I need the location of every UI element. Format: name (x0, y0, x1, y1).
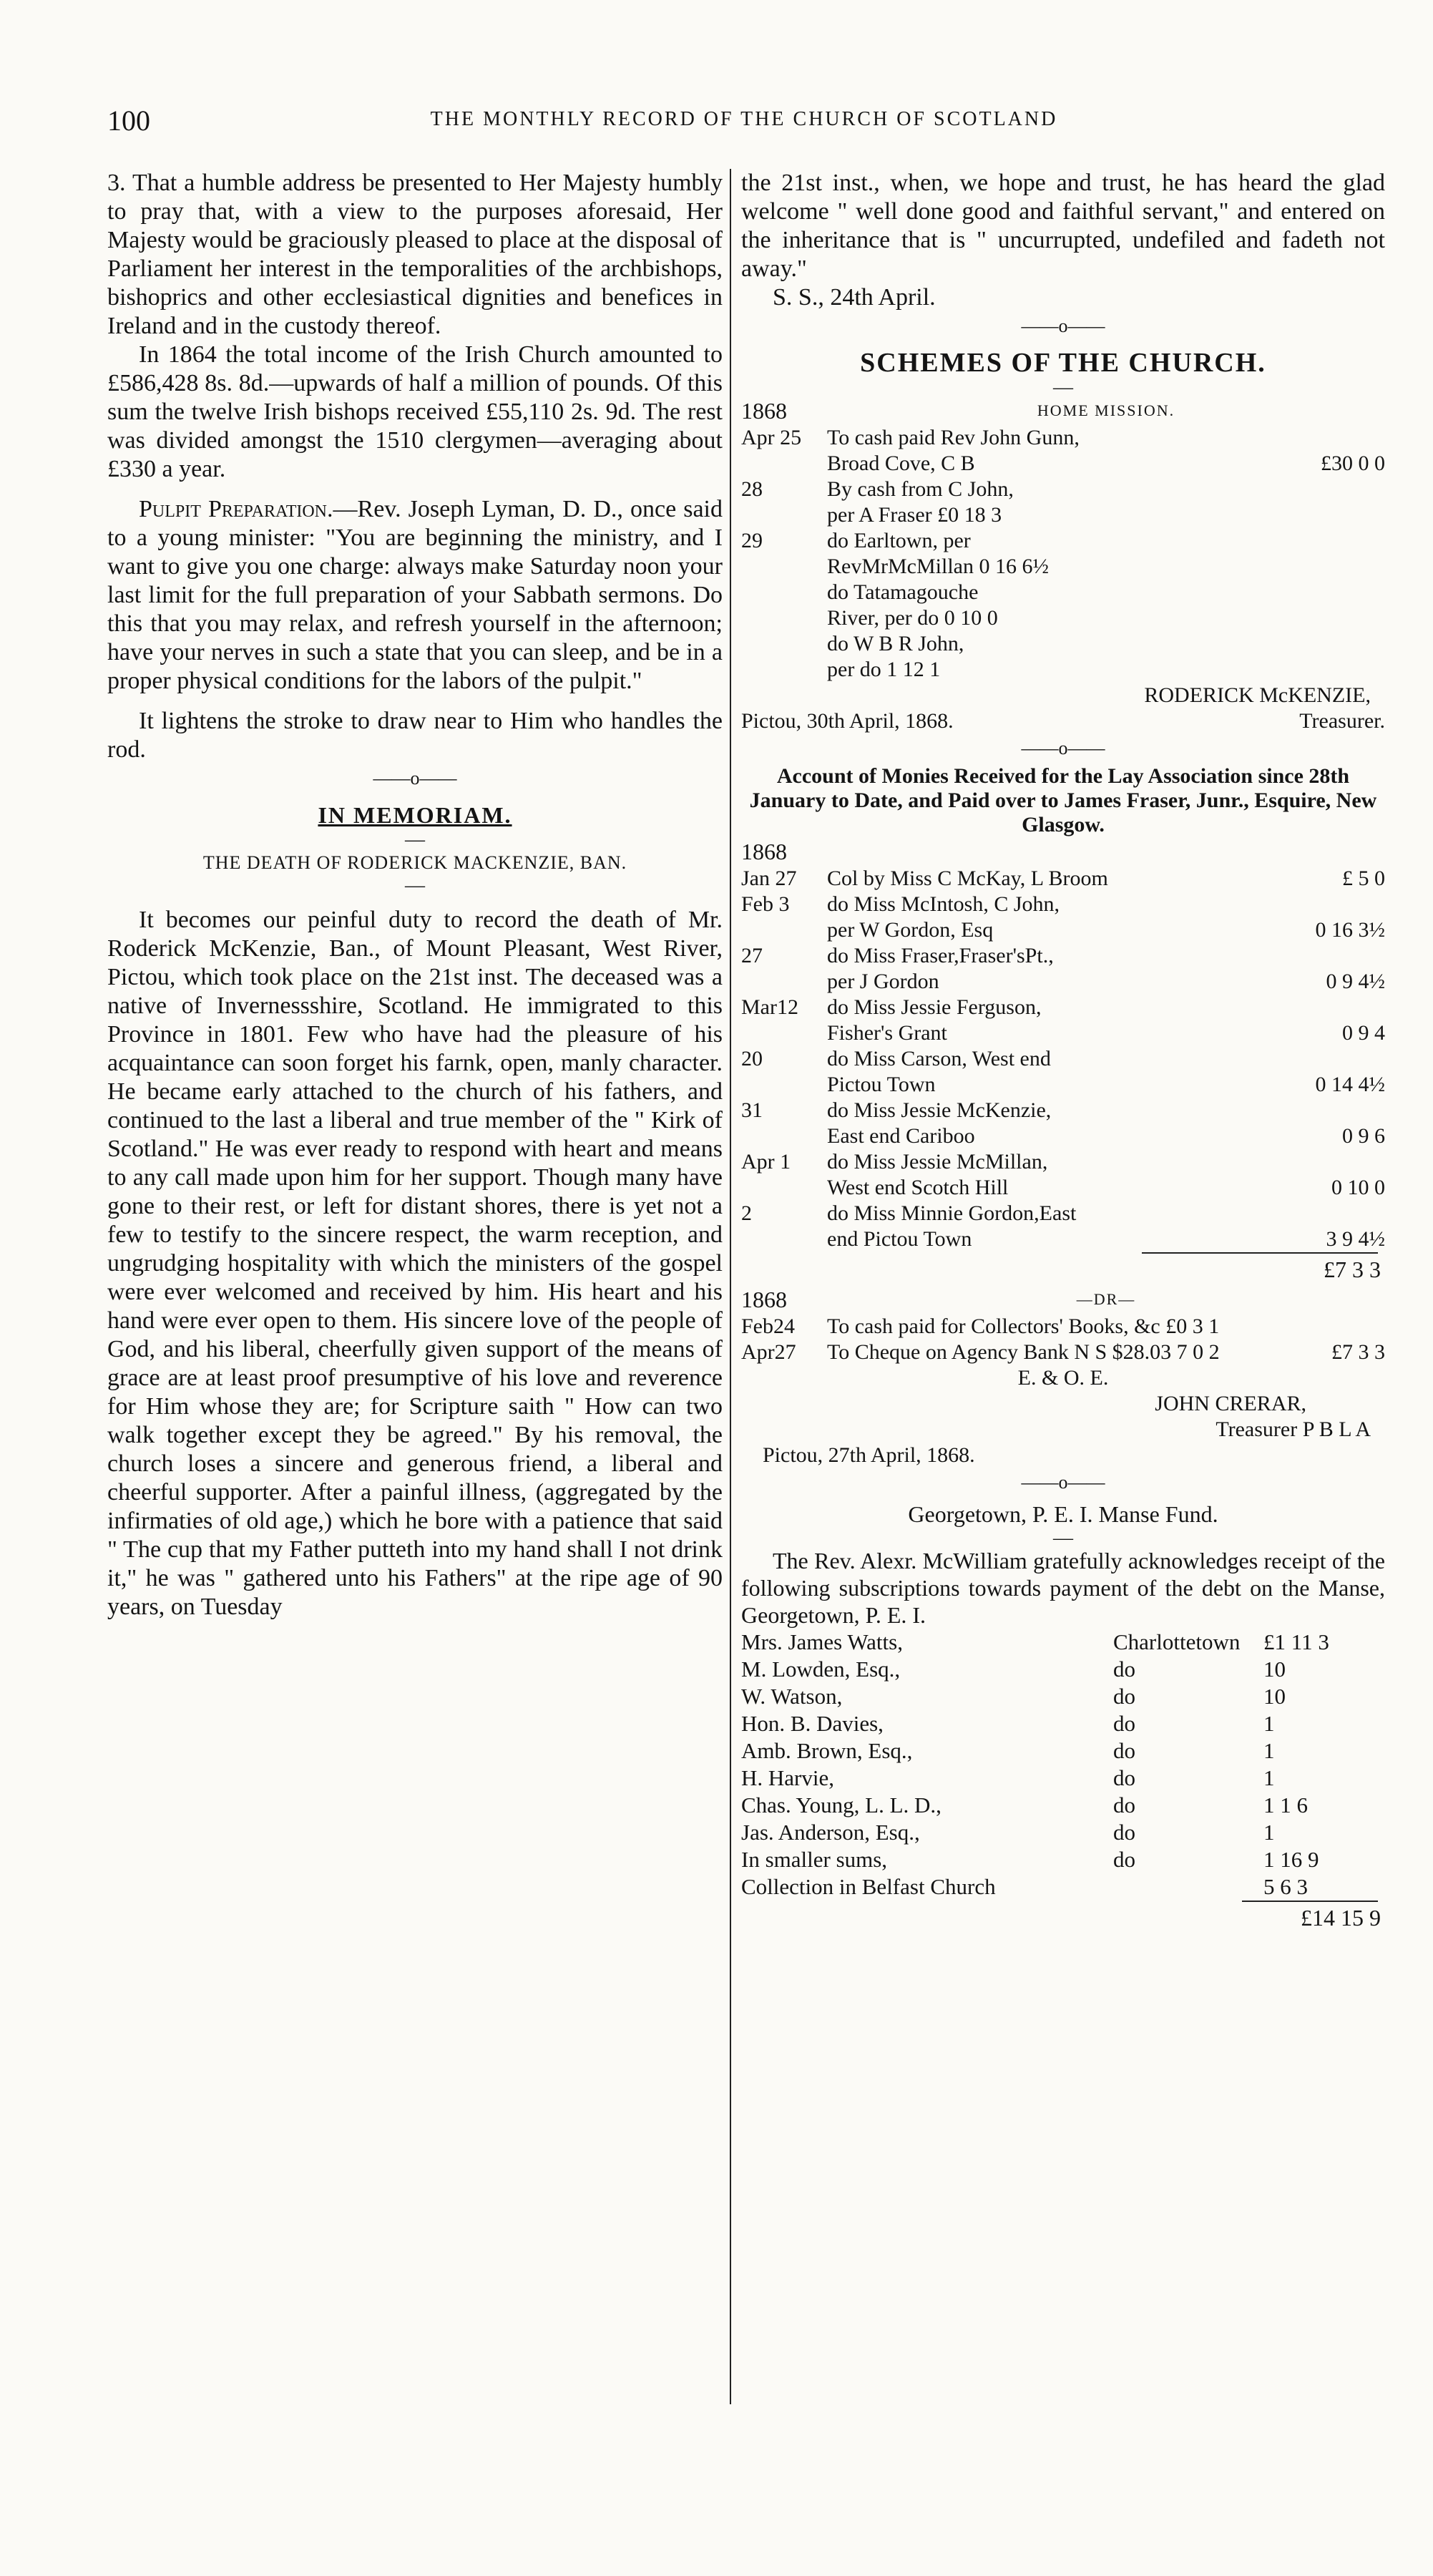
lay-association-date (741, 1020, 827, 1046)
memoriam-continued: the 21st inst., when, we hope and trust, he has heard the glad welcome " well done good and faithful servant," and entered on the inheritance that is " uncurrupted, undefiled and fadeth not away." (741, 170, 1385, 282)
lay-association-amount (1278, 1149, 1385, 1175)
dr-heading: —DR— (1076, 1290, 1136, 1308)
manse-intro: The Rev. Alexr. McWilliam gratefully acknowledges receipt of the following subscriptions towards payment of the debt on the Manse, Georgetown, P. E. I. (741, 1548, 1385, 1628)
home-year: 1868 (741, 398, 787, 424)
lay-association-date: Apr 1 (741, 1150, 791, 1174)
lay-debit-amount (1278, 1314, 1385, 1340)
lay-association-amount (1278, 1098, 1385, 1123)
manse-subscription-row (741, 1737, 1385, 1765)
lay-association-amount: 0 9 6 (1342, 1124, 1385, 1148)
lay-debit-description: To Cheque on Agency Bank N S $28.03 7 0 2 (827, 1340, 1220, 1364)
subscription-amount: £1 11 3 (1263, 1629, 1329, 1654)
subscriber-place: do (1113, 1657, 1135, 1682)
home-mission-amount (1278, 425, 1385, 451)
subscription-amount: 1 (1263, 1820, 1275, 1845)
home-sign-role: Treasurer. (1299, 709, 1385, 733)
home-mission-amount (1278, 477, 1385, 502)
manse-subscription-row (741, 1656, 1385, 1683)
lay-association-amount: 0 14 4½ (1315, 1073, 1385, 1096)
lay-association-description: West end Scotch Hill (827, 1176, 1009, 1199)
manse-subscription-row (741, 1873, 1385, 1901)
lay-association-row (741, 1149, 1385, 1175)
home-mission-description: To cash paid Rev John Gunn, (827, 426, 1080, 449)
lay-association-title: Account of Monies Received for the Lay Association since 28th January to Date, and Paid over to James Fraser, Junr., Esquire, New Glasgow. (749, 764, 1377, 836)
lay-debit-description: To cash paid for Collectors' Books, &c £0 3 1 (827, 1314, 1220, 1338)
lay-debit-date: Feb24 (741, 1314, 795, 1338)
memoriam-paragraph: It becomes our peinful duty to record the death of Mr. Roderick McKenzie, Ban., of Mount Pleasant, West River, Pictou, which took place on the 21st inst. The deceased was a native of Invernessshire, Scotland. He immigrated to this Province in 1801. Few who have had the pleasure of his acquaintance can soon forget his farnk, open, manly character. He became early attached to the church of his fathers, and continued to the last a liberal and true member of the " Kirk of Scotland." He was ever ready to respond with heart and means to any call made upon him for her support. Though many have gone to their rest, or left for distant shores, there is yet not a few to testify to the sincere respect, the warm reception, and ungrudging hospitality with which the ministers of the gospel were ever welcomed and received by him. His heart and his hand were ever open to them. His sincere love of the people of God, and his liberal, cheerfully given support of the means of grace are at least proof presumptive of his love and reverence for Him whose they are; for Scripture saith " How can two walk together except they be agreed." By his removal, the church loses a sincere and generous friend, a liberal and cheerful supporter. After a painful illness, (aggregated by the infirmaties of old age,) which he bore with a patience that said " The cup that my Father putteth into my hand shall I not drink it," he was " gathered unto his Fathers" at the ripe age of 90 years, on Tuesday (107, 907, 723, 1620)
lay-association-row (741, 1046, 1385, 1072)
home-signer: RODERICK McKENZIE, (1144, 683, 1371, 707)
home-mission-row (741, 631, 1385, 657)
home-mission-row (741, 502, 1385, 528)
lay-association-row (741, 969, 1385, 995)
home-mission-row (741, 605, 1385, 631)
lay-association-row (741, 892, 1385, 917)
section-divider-3: ——o—— (1021, 738, 1105, 758)
lay-association-date (741, 917, 827, 943)
lay-association-amount (1278, 943, 1385, 969)
lay-association-row (741, 1123, 1385, 1149)
lay-association-date: 2 (741, 1201, 752, 1225)
home-mission-amount (1278, 657, 1385, 683)
dr-role: Treasurer P B L A (1216, 1418, 1371, 1441)
home-mission-amount (1278, 605, 1385, 631)
lay-total: £7 3 3 (1324, 1257, 1381, 1282)
column-rule (730, 169, 731, 2404)
pulpit-lead: Pulpit Preparation. (139, 496, 333, 522)
lay-association-row (741, 1072, 1385, 1098)
lay-association-amount (1278, 1046, 1385, 1072)
subscriber-name: Chas. Young, L. L. D., (741, 1792, 942, 1818)
lay-association-description: East end Cariboo (827, 1124, 975, 1148)
lay-association-row (741, 995, 1385, 1020)
lay-association-amount (1278, 1201, 1385, 1226)
lay-association-description: per W Gordon, Esq (827, 918, 994, 942)
schemes-title: SCHEMES OF THE CHURCH. (860, 348, 1266, 378)
subscriber-name: Amb. Brown, Esq., (741, 1738, 913, 1763)
home-mission-amount (1278, 580, 1385, 605)
lay-association-date (741, 1123, 827, 1149)
manse-fund-title: Georgetown, P. E. I. Manse Fund. (908, 1501, 1218, 1527)
lay-association-amount: 0 16 3½ (1315, 918, 1385, 942)
lay-association-row (741, 1226, 1385, 1252)
home-mission-date (741, 451, 827, 477)
lay-association-description: do Miss Jessie Ferguson, (827, 995, 1042, 1019)
subscriber-place: do (1113, 1738, 1135, 1763)
lay-association-amount: 0 9 4½ (1326, 970, 1385, 993)
page-header (107, 104, 1381, 147)
home-mission-amount (1278, 631, 1385, 657)
manse-subscription-row (741, 1710, 1385, 1737)
home-mission-row (741, 425, 1385, 451)
subscriber-name: In smaller sums, (741, 1847, 888, 1872)
lay-association-description: do Miss Minnie Gordon,East (827, 1201, 1077, 1225)
home-mission-row (741, 580, 1385, 605)
lay-association-row (741, 943, 1385, 969)
lay-association-date (741, 1072, 827, 1098)
manse-subscription-row (741, 1792, 1385, 1819)
subscription-amount: 5 6 3 (1263, 1874, 1308, 1899)
home-mission-description: By cash from C John, (827, 477, 1014, 501)
home-mission-amount (1278, 528, 1385, 554)
lay-association-date: 31 (741, 1098, 763, 1122)
lay-association-row (741, 1201, 1385, 1226)
subscriber-place (1113, 1873, 1263, 1901)
home-mission-amount (1278, 554, 1385, 580)
lay-association-date (741, 1226, 827, 1252)
memoriam-signoff: S. S., 24th April. (773, 284, 936, 311)
home-mission-date (741, 631, 827, 657)
section-divider-2: ——o—— (1021, 316, 1105, 336)
section-divider: ——o—— (373, 768, 457, 789)
lay-association-date: 20 (741, 1047, 763, 1070)
resolution-paragraph: 3. That a humble address be presented to Her Majesty humbly to pray that, with a view to the purposes aforesaid, Her Majesty would be graciously pleased to place at the disposal of Parliament her interest in the temporalities of the archbishops, bishoprics and other ecclesiastical dignities and benefices in Ireland and in the custody thereof. (107, 170, 723, 339)
subscriber-name: Collection in Belfast Church (741, 1874, 996, 1899)
left-column: 3. That a humble address be presented to Her Majesty humbly to pray that, with a view to the purposes aforesaid, Her Majesty would be graciously pleased to place at the disposal of Parliament her interest in the temporalities of the archbishops, bishoprics and other ecclesiastical dignities and benefices in Ireland and in the custody thereof. In 1864 the total income of the Irish Church amounted to £586,428 8s. 8d.—upwards of half a million of pounds. Of this sum the twelve Irish bishops received £55,110 2s. 9d. The rest was divided amongst the 1510 clergymen—averaging about £330 a year. Pulpit Preparation.—Rev. Joseph Lyman, D. D., once said to a young minister: "You are beginning the ministry, and I want to give you one charge: always make Saturday noon your last limit for the full preparation of your Sabbath sermons. Do this that you may relax, and refresh yourself in the afternoon; have your nerves in such a state that you can sleep, and be in a proper physical conditions for the labors of the pulpit." It lightens the stroke to draw near to Him who handles the rod. ——o—— IN MEMORIAM. — THE DEATH OF RODERICK MACKENZIE, BAN. — It becomes our peinful duty to record the death of Mr. Roderick McKenzie, Ban., of Mount Pleasant, West River, Pictou, which took place on the 21st inst. The deceased was a native of Invernessshire, Scotland. He immigrated to this Province in 1801. Few who have had the pleasure of his acquaintance can soon forget his farnk, open, manly character. He became early attached to the church of his fathers, and continued to the last a liberal and true member of the " Kirk of Scotland." He was ever ready to respond with heart and means to any call made upon him for her support. Though many have gone to their rest, or left for distant shores, there is yet not a few to testify to the sincere respect, the warm reception, and ungrudging hospitality with which the ministers of the gospel were ever welcomed and received by him. His heart and his hand were ever open to them. His sincere love of the people of God, and his liberal, cheerfully given support of the means of grace are at least proof presumptive of his love and reverence for Him whose they are; for Scripture saith " How can two walk together except they be agreed." By his removal, the church loses a sincere and generous friend, a liberal and cheerful supporter. After a painful illness, (aggregated by the infirmaties of old age,) which he bore with a patience that said " The cup that my Father putteth into my hand shall I not drink it," he was " gathered unto his Fathers" at the ripe age of 90 years, on Tuesday (107, 170, 723, 1620)
subscriber-name: H. Harvie, (741, 1765, 834, 1790)
lay-association-description: do Miss McIntosh, C John, (827, 892, 1060, 916)
subscriber-place: do (1113, 1847, 1135, 1872)
lay-association-row (741, 1020, 1385, 1046)
running-title: THE MONTHLY RECORD OF THE CHURCH OF SCOTLAND (430, 108, 1058, 130)
lay-association-row (741, 866, 1385, 892)
lay-debit-row (741, 1314, 1385, 1340)
home-mission-row (741, 451, 1385, 477)
subscriber-place: Charlottetown (1113, 1629, 1241, 1654)
lay-association-amount: 0 9 4 (1342, 1021, 1385, 1045)
home-mission-date: 28 (741, 477, 763, 501)
manse-subscription-row (741, 1629, 1385, 1656)
pulpit-paragraph (107, 495, 723, 696)
home-mission-description: do Earltown, per (827, 529, 971, 552)
page-number: 100 (107, 104, 150, 137)
manse-total: £14 15 9 (1301, 1905, 1381, 1931)
subscriber-name: Mrs. James Watts, (741, 1629, 903, 1654)
subscription-amount: 10 (1263, 1657, 1286, 1682)
lay-association-date: Mar12 (741, 995, 798, 1019)
home-mission-description: do W B R John, (827, 632, 964, 655)
lay-association-description: per J Gordon (827, 970, 939, 993)
lay-year: 1868 (741, 839, 787, 864)
home-mission-date: Apr 25 (741, 426, 802, 449)
home-mission-date (741, 605, 827, 631)
memoriam-title: IN MEMORIAM. (318, 802, 512, 828)
home-mission-amount: £30 0 0 (1321, 452, 1385, 475)
lay-association-date: Jan 27 (741, 867, 797, 890)
lay-debit-row (741, 1340, 1385, 1365)
subscription-amount: 10 (1263, 1684, 1286, 1709)
subscription-amount: 1 1 6 (1263, 1792, 1308, 1818)
home-mission-date (741, 554, 827, 580)
home-mission-description: do Tatamagouche (827, 580, 979, 604)
home-mission-description: per do 1 12 1 (827, 658, 941, 681)
home-mission-date (741, 580, 827, 605)
manse-subscription-row (741, 1846, 1385, 1873)
lay-association-row (741, 917, 1385, 943)
home-mission-amount (1278, 502, 1385, 528)
lay-association-description: do Miss Fraser,Fraser'sPt., (827, 944, 1054, 967)
lay-debit-amount: £7 3 3 (1331, 1340, 1385, 1364)
lay-association-amount: £ 5 0 (1342, 867, 1385, 890)
lay-association-description: Pictou Town (827, 1073, 936, 1096)
home-sign-place: Pictou, 30th April, 1868. (741, 709, 954, 733)
manse-subscription-row (741, 1819, 1385, 1846)
subscriber-place: do (1113, 1684, 1135, 1709)
subscription-amount: 1 (1263, 1738, 1275, 1763)
subscription-amount: 1 (1263, 1765, 1275, 1790)
memoriam-subtitle: THE DEATH OF RODERICK MACKENZIE, BAN. (202, 852, 627, 873)
lay-association-date: Feb 3 (741, 892, 790, 916)
lay-association-row (741, 1175, 1385, 1201)
proverb-paragraph: It lightens the stroke to draw near to Him who handles the rod. (107, 708, 723, 763)
lay-association-amount: 0 10 0 (1331, 1176, 1385, 1199)
home-mission-date: 29 (741, 529, 763, 552)
home-mission-date (741, 657, 827, 683)
manse-subscription-row (741, 1683, 1385, 1710)
lay-association-description: Fisher's Grant (827, 1021, 947, 1045)
dr-place: Pictou, 27th April, 1868. (763, 1443, 975, 1467)
lay-association-row (741, 1098, 1385, 1123)
home-mission-date (741, 502, 827, 528)
dr-eoe: E. & O. E. (1017, 1366, 1109, 1390)
pulpit-text: —Rev. Joseph Lyman, D. D., once said to a young minister: "You are beginning the ministry, and I want to give you one charge: always make Saturday noon your last limit for the full preparation of your Sabbath sermons. Do this that you may relax, and refresh yourself in the afternoon; have your nerves in such a state that you can sleep, and be in a proper physical conditions for the labors of the pulpit." (107, 496, 723, 694)
subscription-amount: 1 16 9 (1263, 1847, 1319, 1872)
lay-debit-date: Apr27 (741, 1340, 796, 1364)
subscriber-name: W. Watson, (741, 1684, 843, 1709)
lay-association-description: end Pictou Town (827, 1227, 972, 1251)
subscriber-place: do (1113, 1711, 1135, 1736)
subscriber-name: Jas. Anderson, Esq., (741, 1820, 920, 1845)
home-mission-row (741, 477, 1385, 502)
subscription-amount: 1 (1263, 1711, 1275, 1736)
home-mission-description: per A Fraser £0 18 3 (827, 503, 1002, 527)
dr-year: 1868 (741, 1287, 787, 1312)
lay-association-amount: 3 9 4½ (1326, 1227, 1385, 1251)
home-mission-ledger (741, 396, 1385, 734)
home-mission-row (741, 528, 1385, 554)
right-column: the 21st inst., when, we hope and trust, he has heard the glad welcome " well done good and faithful servant," and entered on the inheritance that is " uncurrupted, undefiled and fadeth not away." S. S., 24th April. ——o—— SCHEMES OF THE CHURCH. — 1868 HOME MISSION. Apr 25 To cash paid Rev John Gunn, Broad Cove, C B £30 0 0 28 By cash from C John, per A Fraser £0 18 3 29 do Earltown, per RevMrMcMillan 0 16 6½ do Tatamagouche River, per do 0 10 0 do W B R John, per do 1 12 1 RODERICK McKENZIE, Pictou, 30th April, 1868. Treasurer. ——o—— Account of Monies Received for the Lay Association since 28th January to Date, and Paid over to James Fraser, Junr., Esquire, New Glasgow. 1868 Jan 27 Col by Miss C McKay, L Broom £ 5 0 Feb 3 do Miss McIntosh, C John, per W Gordon, Esq 0 16 3½ 27 do Miss Fraser,Fraser'sPt., per J Gordon 0 9 4½ Mar12 do Miss Jessie Ferguson, Fisher's Grant 0 9 4 20 do Miss Carson, West end Pictou Town 0 14 4½ 31 do Miss Jessie McKenzie, East end Cariboo 0 9 6 Apr 1 do Miss Jessie McMillan, West end Scotch Hill 0 10 0 2 do Miss Minnie Gordon,East end Pictou Town 3 9 4½ £7 3 3 1868 —DR— Feb24 To cash paid for Collectors' Books, &c £0 3 1 Apr27 To Cheque on Agency Bank N S $28.03 7 0 2 £7 3 3 E. & O. E. JOHN CRERAR, Treasurer P B L A Pictou, 27th April, 1868. ——o—— Georgetown, P. E. I. Manse Fund. — The Rev. Alexr. McWilliam gratefully acknowledges receipt of the following subscriptions towards payment of the debt on the Manse, Georgetown, P. E. I. Mrs. James Watts, Charlottetown £1 11 3 M. Lowden, Esq., do 10 W. Watson, do 10 Hon. B. Davies, do 1 Amb. Brown, Esq., do 1 H. Harvie, do 1 Chas. Young, L. L. D., do 1 1 6 Jas. Anderson, Esq., do 1 In smaller sums, do 1 16 9 Collection in Belfast Church 5 6 3 £14 15 9 (741, 169, 1385, 1933)
lay-association-date (741, 1175, 827, 1201)
subscriber-place: do (1113, 1765, 1135, 1790)
lay-association-date: 27 (741, 944, 763, 967)
subscriber-name: Hon. B. Davies, (741, 1711, 884, 1736)
lay-association-description: Col by Miss C McKay, L Broom (827, 867, 1108, 890)
lay-association-date (741, 969, 827, 995)
lay-association-description: do Miss Carson, West end (827, 1047, 1051, 1070)
lay-association-ledger (741, 837, 1385, 1468)
home-mission-row (741, 554, 1385, 580)
home-mission-description: RevMrMcMillan 0 16 6½ (827, 555, 1049, 578)
subscriber-name: M. Lowden, Esq., (741, 1657, 901, 1682)
home-heading: HOME MISSION. (1037, 401, 1175, 419)
home-mission-description: River, per do 0 10 0 (827, 606, 998, 630)
subscriber-place: do (1113, 1820, 1135, 1845)
lay-association-description: do Miss Jessie McKenzie, (827, 1098, 1052, 1122)
home-mission-row (741, 657, 1385, 683)
home-mission-description: Broad Cove, C B (827, 452, 975, 475)
section-divider-4: ——o—— (1021, 1472, 1105, 1493)
income-paragraph: In 1864 the total income of the Irish Church amounted to £586,428 8s. 8d.—upwards of half a million of pounds. Of this sum the twelve Irish bishops received £55,110 2s. 9d. The rest was divided amongst the 1510 clergymen—averaging about £330 a year. (107, 341, 723, 482)
manse-subscription-row (741, 1765, 1385, 1792)
dr-signer: JOHN CRERAR, (1155, 1392, 1306, 1415)
subscriber-place: do (1113, 1792, 1135, 1818)
lay-association-description: do Miss Jessie McMillan, (827, 1150, 1048, 1174)
lay-association-amount (1278, 892, 1385, 917)
manse-subscriptions-table (741, 1629, 1385, 1901)
lay-association-amount (1278, 995, 1385, 1020)
